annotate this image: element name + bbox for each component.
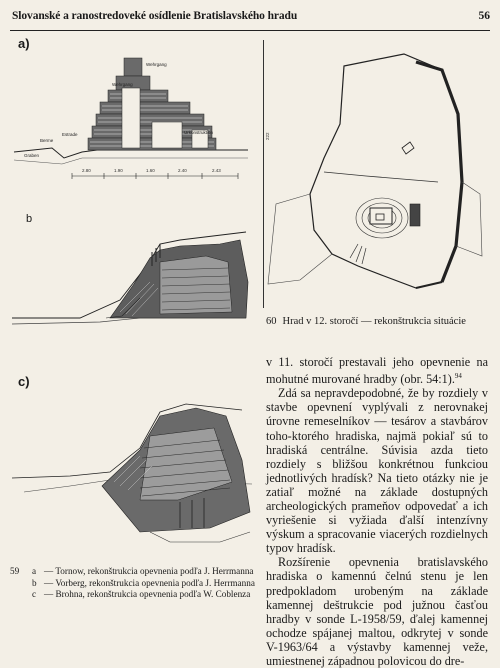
- a-annotation-5: Berme: [40, 138, 54, 143]
- a-scale-3: 1.60: [146, 168, 155, 173]
- caption-59-text: — Vorberg, rekonštrukcia opevnenia podľa J. Herrmanna: [44, 577, 255, 588]
- paragraph-2: Zdá sa nepravdepodobné, že by rozdiely v stavbe opevnení vyplývali z nerovnakej úrovne remeselníkov — tesárov a stavbárov toho-ktorého hradiska, najmä pokiaľ sú to hradiská centrálne. Súvisia azda tieto rozdiely s bližšou konkrétnou funkciou jednotlivých hradísk? Na tieto otázky nie je zatiaľ možné na základe dostupných archeologických prameňov odpovedať a ich vyriešenie si vyžiada ďalší intenzívny výskum a spracovanie viacerých rozdielnych typov hradísk.: [266, 386, 488, 556]
- body-text: [266, 355, 488, 668]
- a-annotation-6: Estrade: [62, 132, 78, 137]
- figure-b-drawing: [10, 222, 256, 334]
- a-annotation-1: Wehrgang: [146, 62, 167, 67]
- figure-c-drawing: [10, 382, 258, 552]
- caption-59-item-c: [10, 589, 265, 601]
- figure-c-label: c): [18, 374, 30, 389]
- paragraph-1: [266, 355, 488, 386]
- caption-59-item-a: [10, 566, 265, 578]
- footnote-ref: 94: [454, 372, 462, 381]
- caption-60-text: Hrad v 12. storočí — rekonštrukcia situácie: [282, 316, 466, 327]
- caption-60-number: 60: [266, 316, 277, 327]
- figure-a-drawing: [12, 40, 254, 190]
- a-scale-2: 1.90: [114, 168, 123, 173]
- a-scale-4: 2.40: [178, 168, 187, 173]
- caption-59-text: — Brohna, rekonštrukcia opevnenia podľa W. Coblenza: [44, 589, 251, 599]
- figure-b-label: b: [26, 213, 33, 225]
- caption-59-letter: a: [32, 566, 37, 576]
- a-annotation-3: Urkonstruktion: [184, 130, 214, 135]
- figure-60-map: [266, 44, 488, 306]
- paragraph-3: Rozšírenie opevnenia bratislavského hradiska o kamennú čelnú stenu je len predpokladom urobeným na základe kamennej deštrukcie pod južnou časťou hradby v sonde L-1958/59, ďalej kamennej ochodze spájanej maltou, odkrytej v sonde V-1963/64 a výstavby kamennej veže, umiestnenej západnou polovicou do dre-: [266, 555, 488, 668]
- caption-59-item-b: [10, 578, 265, 590]
- caption-59-text: — Tornow, rekonštrukcia opevnenia podľa J. Herrmanna: [44, 566, 254, 576]
- a-annotation-2: Wehrgang: [112, 82, 133, 87]
- caption-59-letter: b: [32, 577, 37, 588]
- caption-59-number: 59: [10, 566, 20, 576]
- page-header: [10, 4, 490, 31]
- a-annotation-4: Graben: [24, 153, 40, 158]
- page-number: 56: [478, 10, 490, 22]
- a-scale-5: 2.43: [212, 168, 221, 173]
- caption-59-letter: c: [32, 589, 37, 599]
- a-scale-1: 2.80: [82, 168, 91, 173]
- paragraph-1-text: v 11. storočí prestavali jeho opevnenie na mohutné murované hradby (obr. 54:1).: [266, 355, 488, 387]
- caption-60: [266, 316, 488, 327]
- running-head: Slovanské a ranostredoveké osídlenie Bratislavského hradu: [12, 10, 298, 22]
- map-side-mark: 222: [265, 132, 270, 140]
- caption-59: [10, 566, 265, 601]
- figure-a-label: a): [18, 36, 30, 51]
